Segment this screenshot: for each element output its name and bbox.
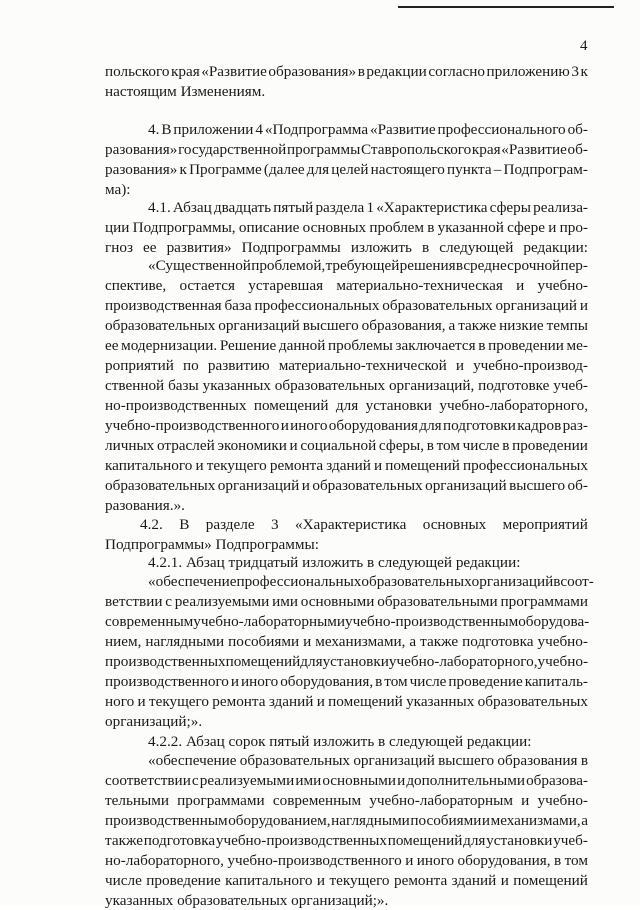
- text-line: Подпрограммы» Подпрограммы:: [105, 536, 319, 553]
- text-line: 4.2.1. Абзац тридцатый изложить в следующей редакции:: [148, 554, 521, 571]
- text-line: 4. В приложении 4 «Подпрограмма «Развитие профессионального об-: [148, 121, 588, 138]
- page-number: 4: [580, 38, 588, 54]
- text-line: гноз ее развития» Подпрограммы изложить в следующей редакции:: [105, 239, 588, 256]
- text-line: ветствии с реализуемыми ими основными образовательными программами: [105, 593, 588, 610]
- text-line: но-лабораторного, учебно-производственного и иного оборудования, в том: [105, 852, 588, 869]
- text-line: ции Подпрограммы, описание основных проблем в указанной сфере и про-: [105, 219, 588, 236]
- text-line: «обеспечение профессиональных образовательных организаций в соот-: [148, 573, 594, 590]
- text-line: соответствии с реализуемыми ими основными и дополнительными образова-: [105, 772, 588, 789]
- header-rule: [398, 6, 614, 8]
- text-line: учебно-производственного и иного оборудования для подготовки кадров раз-: [105, 417, 588, 434]
- text-line: разования» государственной программы Ставропольского края «Развитие об-: [105, 141, 588, 158]
- text-line: ма):: [105, 181, 131, 198]
- text-line: 4.1. Абзац двадцать пятый раздела 1 «Характеристика сферы реализа-: [148, 199, 588, 216]
- text-line: «обеспечение образовательных организаций высшего образования в: [148, 752, 588, 769]
- text-line: образовательных организаций и образовательных организаций высшего об-: [105, 477, 588, 494]
- text-line: 4.2. В разделе 3 «Характеристика основных мероприятий: [140, 516, 588, 533]
- text-line: разования.».: [105, 497, 185, 514]
- text-line: производственных помещений для установки учебно-лабораторного, учебно-: [105, 653, 589, 670]
- text-line: производственная база профессиональных образовательных организаций и: [105, 297, 588, 314]
- text-line: 4.2.2. Абзац сорок пятый изложить в следующей редакции:: [148, 733, 532, 750]
- text-line: «Существенной проблемой, требующей решения в среднесрочной пер-: [148, 257, 588, 274]
- text-line: числе проведение капитального и текущего ремонта зданий и помещений: [105, 872, 588, 889]
- text-line: также подготовка учебно-производственных помещений для установки учеб-: [105, 832, 588, 849]
- text-line: но-производственных помещений для установки учебно-лабораторного,: [105, 397, 588, 414]
- text-line: ственной базы указанных образовательных организаций, подготовке учеб-: [105, 377, 588, 394]
- text-line: настоящим Изменениям.: [105, 83, 266, 100]
- text-line: личных отраслей экономики и социальной сферы, в том числе в проведении: [105, 437, 588, 454]
- text-line: производственным оборудованием, наглядными пособиями и механизмами, а: [105, 812, 588, 829]
- text-line: организаций;».: [105, 713, 203, 730]
- text-line: нием, наглядными пособиями и механизмами, а также подготовка учебно-: [105, 633, 588, 650]
- text-line: капитального и текущего ремонта зданий и помещений профессиональных: [105, 457, 588, 474]
- text-line: ного и текущего ремонта зданий и помещений указанных образовательных: [105, 693, 588, 710]
- text-line: польского края «Развитие образования» в редакции согласно приложению 3 к: [105, 63, 588, 80]
- text-line: ее модернизации. Решение данной проблемы заключается в проведении ме-: [105, 337, 588, 354]
- text-line: образовательных организаций высшего образования, а также низкие темпы: [105, 317, 588, 334]
- text-line: разования» к Программе (далее для целей настоящего пункта – Подпрограм-: [105, 161, 588, 178]
- text-line: тельными программами современным учебно-лабораторным и учебно-: [105, 792, 588, 809]
- text-line: роприятий по развитию материально-технической и учебно-производ-: [105, 357, 588, 374]
- text-line: современным учебно-лабораторным и учебно-производственным оборудова-: [105, 613, 590, 630]
- text-line: указанных образовательных организаций;».: [105, 892, 389, 909]
- text-line: спективе, остается устаревшая материально-техническая и учебно-: [105, 277, 588, 294]
- text-line: производственного и иного оборудования, в том числе проведение капиталь-: [105, 673, 588, 690]
